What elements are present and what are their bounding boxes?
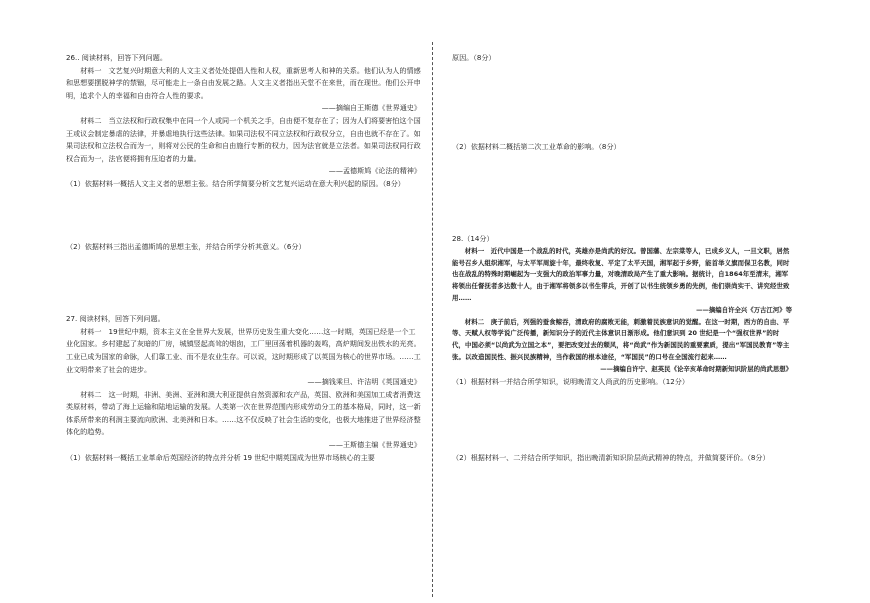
q28-question-2: （2）根据材料一、二并结合所学知识，指出晚清新知识阶层尚武精神的特点，并做简要评价。（8分） — [452, 453, 770, 463]
answer-space — [66, 191, 421, 241]
q28-material-1-source: ——摘编自许全兴《万古江河》等 — [696, 305, 792, 314]
q27-question-2: （2）依据材料二概括第二次工业革命的影响。（8分） — [452, 141, 621, 151]
q26-question-2: （2）依据材料三指出孟德斯鸠的思想主张，并结合所学分析其意义。（6分） — [66, 241, 306, 251]
q26-material-2-source: ——孟德斯鸠《论法的精神》 — [328, 166, 421, 176]
q28-question-1: （1）根据材料一并结合所学知识，说明晚清文人尚武的历史影响。（12分） — [452, 376, 689, 386]
left-column — [66, 52, 421, 464]
q28-material-1: 材料一 近代中国是一个战乱的时代，英雄亦是尚武的好汉。曾国藩、左宗棠等人，已成乡义人，一旦文职，居然能号召乡人组织湘军，与太平军周旋十年，最终收复、平定了太平天国，湘军起于乡野，能首举义旗而保卫名教，同时也在战乱的特殊时期崛起为一支强大的政治军事力量，对晚清政局产生了重大影响。据统计，自1864年至清末，湘军将领出任督抚者多达数十人，由于湘军将领多以书生带兵，开创了以书生统领乡勇的先例，他们崇尚实干、讲究经世致用…… — [452, 246, 790, 302]
q28-header: 28.（14分） — [452, 234, 494, 244]
q26-question-1: （1）依据材料一概括人文主义者的思想主张。结合所学简要分析文艺复兴运动在意大利兴起的原因。（8分） — [66, 178, 405, 188]
answer-space — [452, 65, 792, 141]
q26-material-1: 材料一 文艺复兴时期意大利的人文主义者处处提倡人性和人权，重新思考人和神的关系。他们认为人的情感和思想要摆脱神学的禁锢，尽可能走上一条自由发展之路。人文主义者指出天堂不在来世，而在现世。他们公开申明，追求个人的幸福和自由符合人性的要求。 — [66, 65, 421, 100]
column-divider — [432, 42, 433, 597]
answer-space — [452, 153, 792, 233]
q26-header: 26.. 阅读材料，回答下列问题。 — [66, 53, 167, 62]
q27-header: 27. 阅读材料，回答下列问题。 — [66, 314, 165, 324]
q27-material-2-source: ——王斯德主编《世界通史》 — [328, 440, 421, 450]
q26-material-2: 材料二 当立法权和行政权集中在同一个人或同一个机关之手，自由便不复存在了；因为人们将要害怕这个国王或议会制定暴虐的法律，并暴虐地执行这些法律。如果司法权不同立法权和行政权分立，自由也就不存在了。如果司法权和立法权合而为一，则将对公民的生命和自由施行专断的权力，因为法官就是立法者。如果司法权同行政权合而为一，法官便将拥有压迫者的力量。 — [66, 115, 421, 163]
q27-material-1-source: ——摘钱乘旦、许洁明《英国通史》 — [307, 377, 421, 387]
answer-space — [66, 253, 421, 313]
q27-material-2: 材料二 这一时期，非洲、美洲、亚洲和澳大利亚提供自然资源和农产品，英国、欧洲和美国加工成者消费这类原材料，带动了海上运输和陆地运输的发展。人类第一次在世界范围内形成劳动分工的基本格局，同时，这一新体系所带来的利润主要流向欧洲、北美洲和日本。……这不仅反映了社会生活的变化，也极大地推进了世界经济整体化的趋势。 — [66, 389, 421, 437]
q28-material-2-source: ——摘编自许宁、赵英民《论辛亥革命时期新知识阶层的尚武思想》 — [600, 364, 792, 373]
answer-space — [452, 388, 792, 452]
q26-material-1-source: ——摘编自王斯德《世界通史》 — [321, 103, 421, 113]
right-column — [452, 52, 792, 465]
q28-material-2: 材料二 庚子前后，列强的蚕食鲸吞，清政府的腐败无能，刺激着民族意识的觉醒。在这一时期，西方的自由、平等、天赋人权等学说广泛传播，新知识分子的近代主体意识日渐形成。他们意识到 20 世纪是一个“强权世界”的时代，中国必须“以尚武为立国之本”，要把改变过去的颓风，将“尚武”作为新国民的重要素质，提出“军国民教育”等主张。以改造国民性、振兴民族精神，当作救国的根本途径，“军国民”的口号在全国流行起来…… — [452, 317, 790, 361]
q27-question-1: （1）依据材料一概括工业革命后英国经济的特点并分析 19 世纪中期英国成为世界市场核心的主要 — [66, 452, 375, 462]
q27-material-1: 材料一 19世纪中期，资本主义在全世界大发展，世界历史发生重大变化……这一时期，英国已经是一个工业化国家。乡村建起了灰暗的厂房，城镇竖起高耸的烟囱，工厂里回荡着机器的轰鸣，高炉期间发出铁水的光亮。工业已成为国家的命脉，人们靠工业、而不是农业生存。可以说，这时期形成了以英国为核心的世界市场。……工业文明带来了社会的进步。 — [66, 326, 421, 374]
q27-question-1-continued: 原因。（8分） — [452, 53, 496, 62]
